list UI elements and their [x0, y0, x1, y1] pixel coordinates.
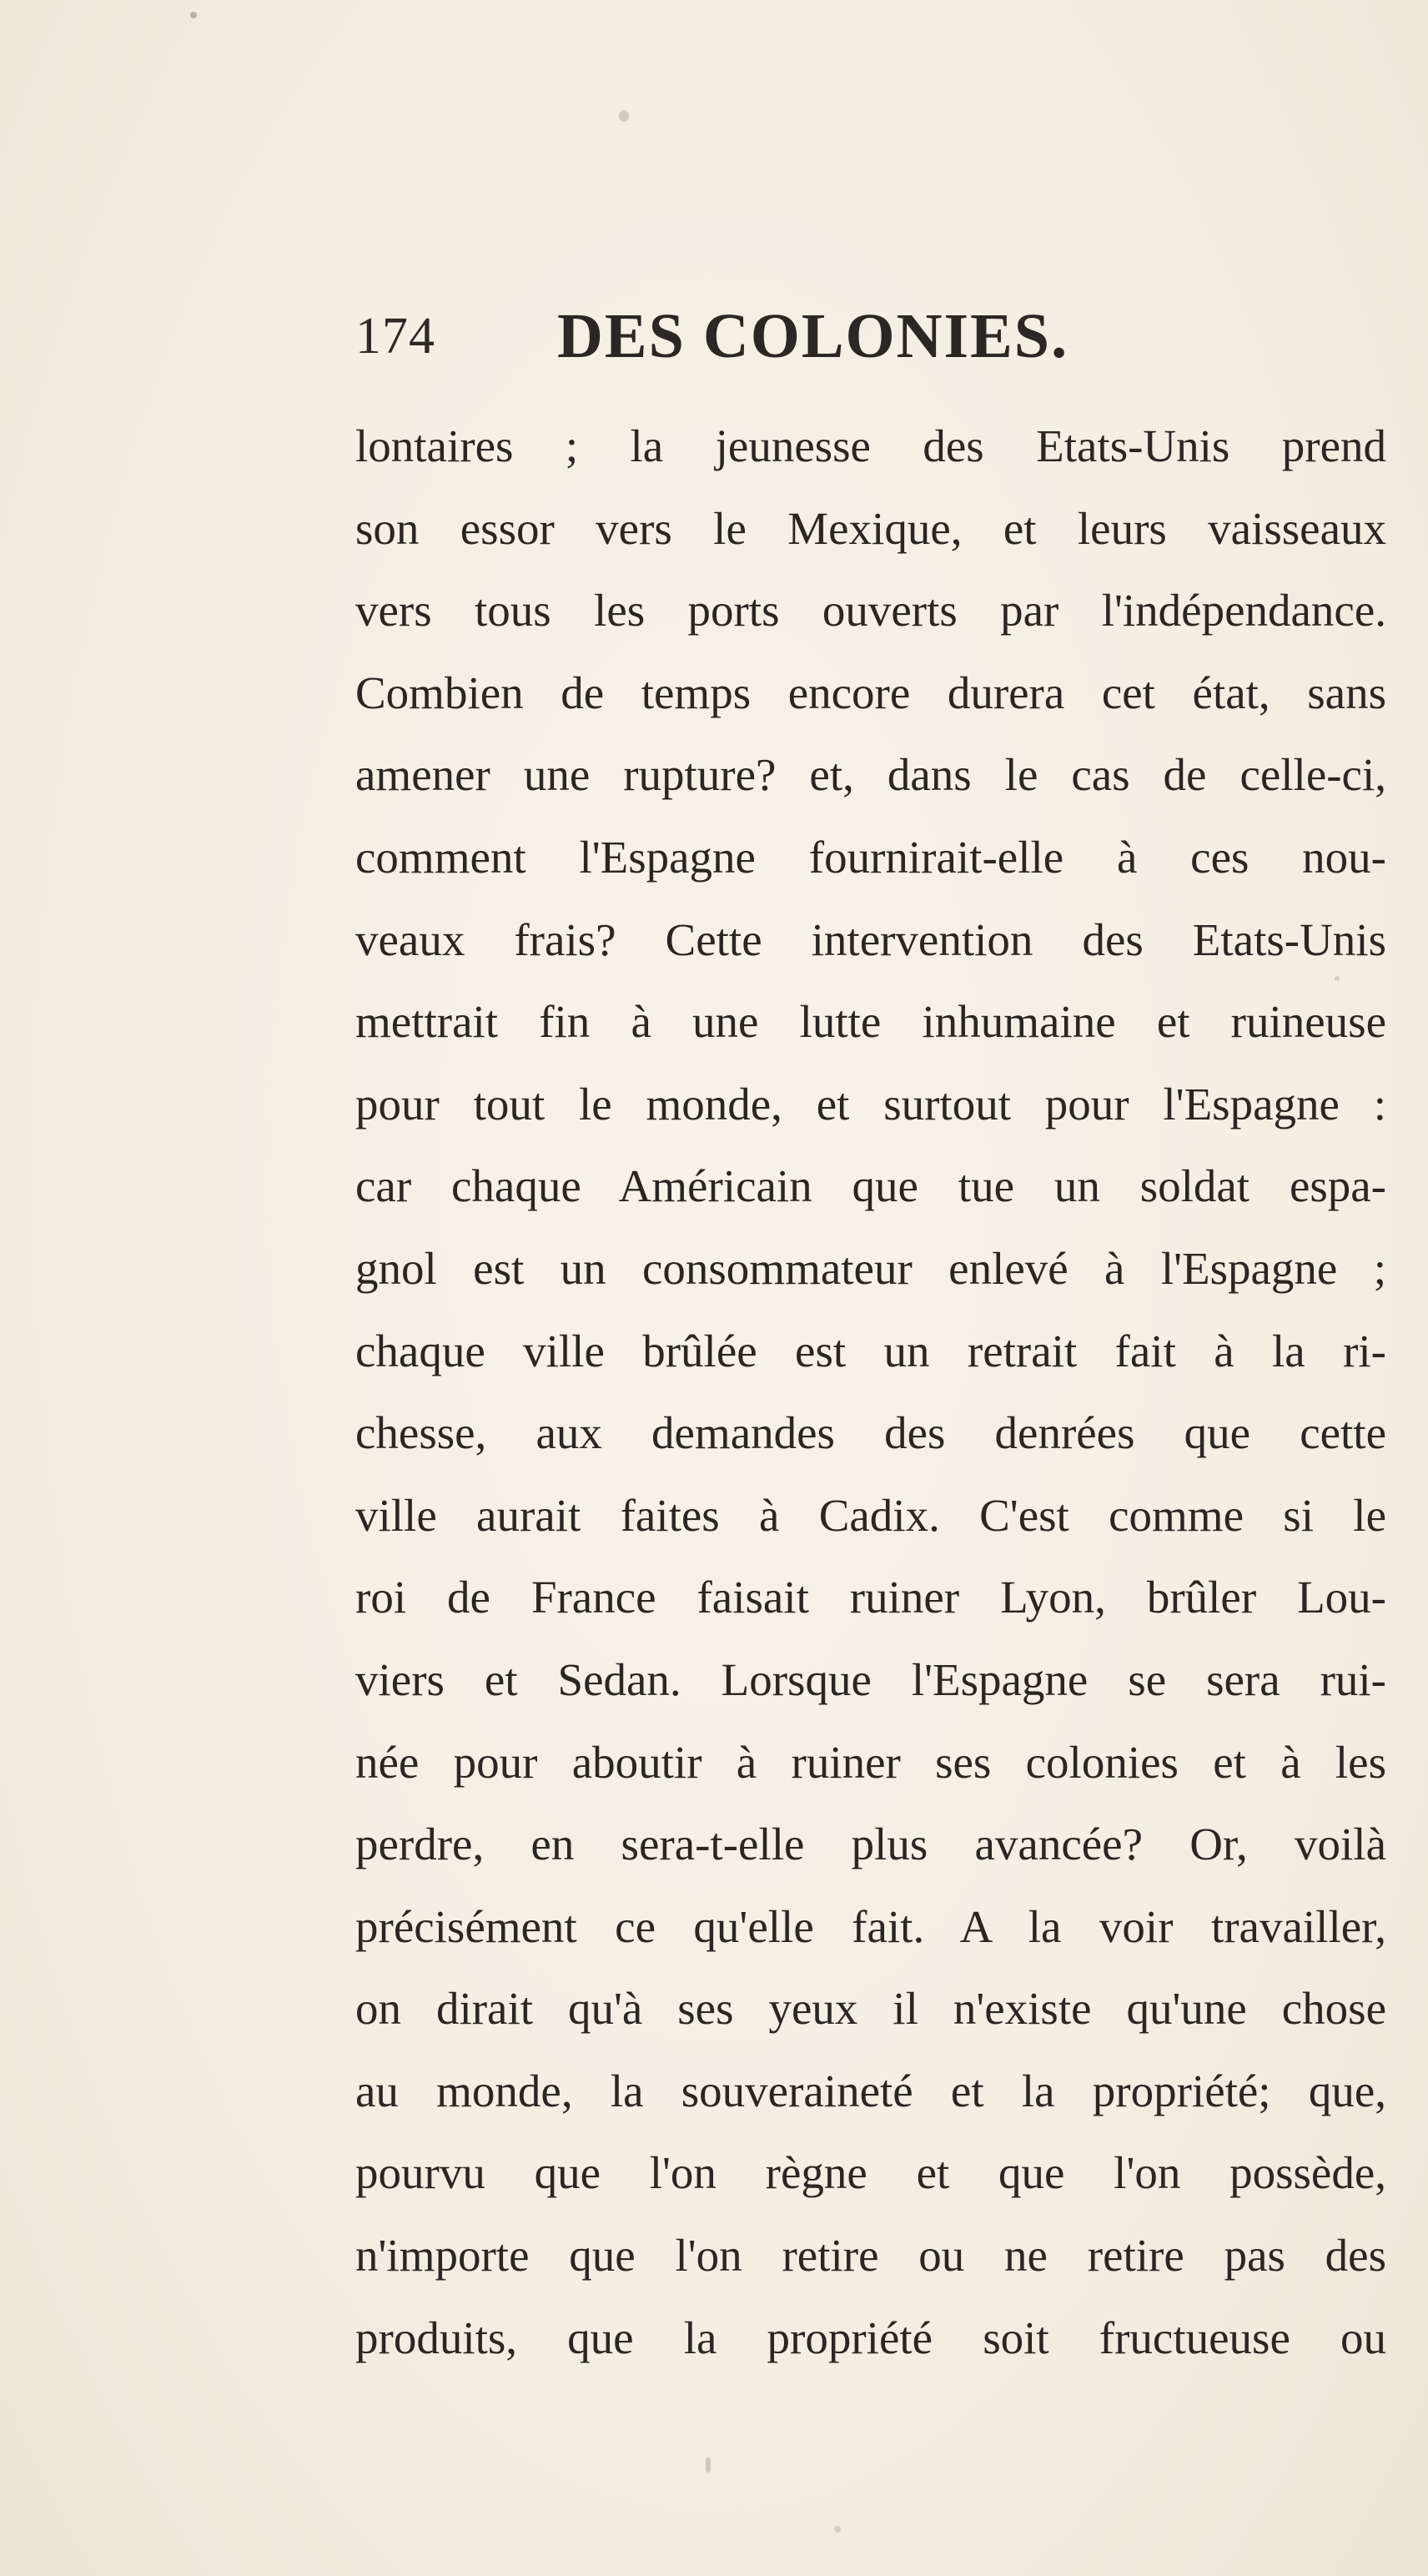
text-line: vers tous les ports ouverts par l'indépendance.: [355, 585, 1386, 636]
text-line: née pour aboutir à ruiner ses colonies et à les: [355, 1736, 1386, 1788]
body-text: [355, 405, 1386, 2379]
paper-speck: [619, 110, 629, 122]
text-line: gnol est un consommateur enlevé à l'Espagne ;: [355, 1242, 1386, 1294]
page-number: 174: [355, 308, 435, 365]
text-line: viers et Sedan. Lorsque l'Espagne se sera rui-: [355, 1653, 1386, 1705]
text-line: car chaque Américain que tue un soldat espa-: [355, 1160, 1386, 1212]
text-line: chaque ville brûlée est un retrait fait à la ri-: [355, 1325, 1386, 1376]
text-line: son essor vers le Mexique, et leurs vaisseaux: [355, 502, 1386, 554]
running-title: DES COLONIES.: [557, 301, 1069, 371]
text-line: mettrait fin à une lutte inhumaine et ruineuse: [355, 996, 1386, 1048]
text-line: Combien de temps encore durera cet état, sans: [355, 667, 1386, 718]
paper-speck: [834, 2526, 841, 2533]
text-line: n'importe que l'on retire ou ne retire pas des: [355, 2230, 1386, 2282]
text-line: amener une rupture? et, dans le cas de celle-ci,: [355, 749, 1386, 801]
text-line: au monde, la souveraineté et la propriété; que,: [355, 2065, 1386, 2116]
text-line: chesse, aux demandes des denrées que cette: [355, 1407, 1386, 1459]
text-line: lontaires ; la jeunesse des Etats-Unis prend: [355, 420, 1386, 471]
text-line: veaux frais? Cette intervention des Etats-Unis: [355, 913, 1386, 965]
paper-speck: [706, 2458, 711, 2473]
text-line: roi de France faisait ruiner Lyon, brûler Lou-: [355, 1572, 1386, 1623]
text-line: pour tout le monde, et surtout pour l'Espagne :: [355, 1078, 1386, 1130]
text-line: comment l'Espagne fournirait-elle à ces nou-: [355, 831, 1386, 883]
text-line: ville aurait faites à Cadix. C'est comme si le: [355, 1489, 1386, 1541]
text-line: pourvu que l'on règne et que l'on possède,: [355, 2147, 1386, 2199]
text-line: produits, que la propriété soit fructueuse ou: [355, 2312, 1386, 2363]
text-line: perdre, en sera-t-elle plus avancée? Or, voilà: [355, 1819, 1386, 1870]
text-line: précisément ce qu'elle fait. A la voir travailler,: [355, 1900, 1386, 1952]
paper-speck: [190, 12, 197, 18]
text-line: on dirait qu'à ses yeux il n'existe qu'une chose: [355, 1983, 1386, 2035]
page-header: [355, 300, 1273, 392]
